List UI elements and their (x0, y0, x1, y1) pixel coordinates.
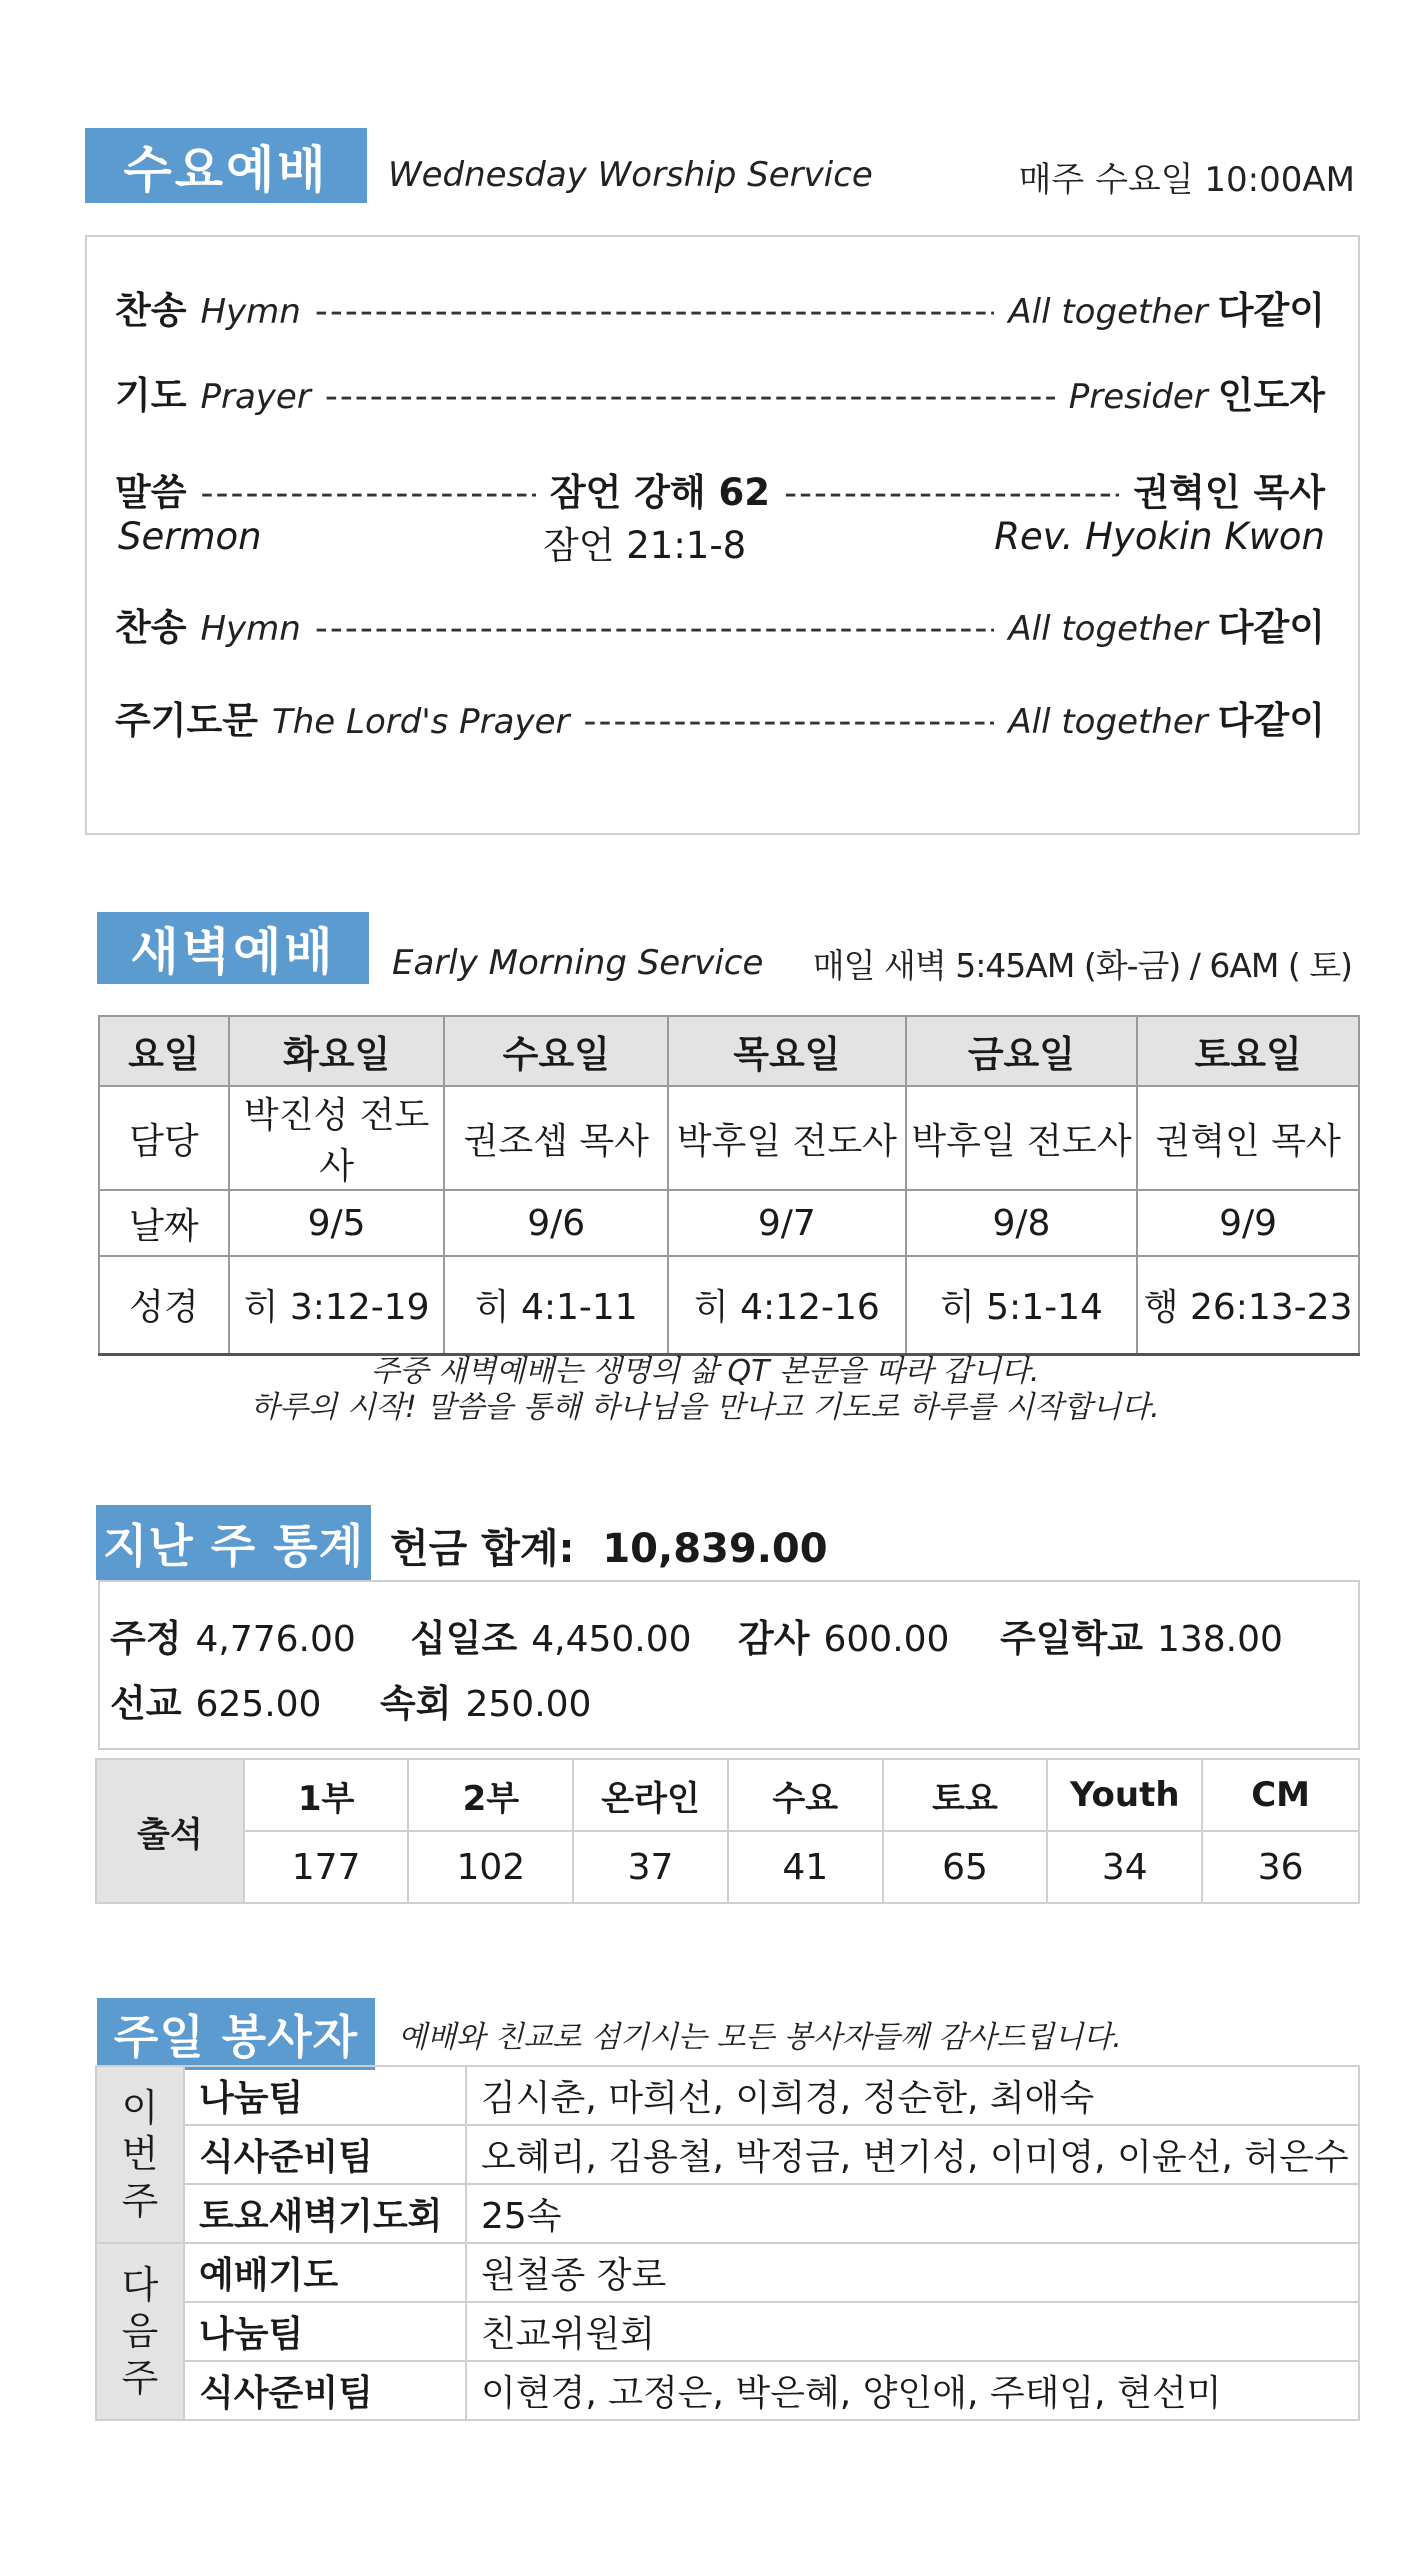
offering-item (738, 1608, 949, 1662)
offering-item (410, 1608, 692, 1662)
sermon-detail-row (118, 515, 1325, 567)
next-week-label: 다 음 주 (96, 2243, 184, 2420)
table-cell: 9/9 (1137, 1190, 1359, 1256)
dotted-leader (315, 608, 995, 649)
volunteer-names: 오혜리, 김용철, 박정금, 변기성, 이미영, 이윤선, 허은수 (466, 2125, 1359, 2184)
order-en: Hymn (200, 609, 301, 649)
attendance-header: 토요 (883, 1759, 1048, 1831)
offering-label: 선교 (110, 1682, 182, 1725)
sermon-kr: 말씀 (115, 471, 187, 514)
offering-value: 250.00 (465, 1684, 592, 1725)
volunteer-role: 토요새벽기도회 (184, 2184, 466, 2243)
volunteer-names: 원철종 장로 (466, 2243, 1359, 2302)
order-kr-right: 다같이 (1217, 606, 1325, 649)
offering-label: 주일학교 (1000, 1617, 1143, 1660)
offering-value: 4,776.00 (195, 1619, 356, 1660)
wednesday-subtitle: Wednesday Worship Service (388, 155, 873, 195)
attendance-header: 수요 (728, 1759, 883, 1831)
table-cell: 박진성 전도사 (229, 1086, 445, 1190)
sermon-preacher: 권혁인 목사 (1133, 471, 1325, 514)
table-header: 금요일 (906, 1016, 1138, 1086)
offering-label: 십일조 (410, 1617, 518, 1660)
volunteer-names: 친교위원회 (466, 2302, 1359, 2361)
order-kr-right: 다같이 (1217, 289, 1325, 332)
attendance-header-row (96, 1759, 1359, 1831)
sermon-en: Sermon (118, 515, 262, 558)
early-morning-subtitle: Early Morning Service (392, 943, 764, 983)
attendance-value-row (96, 1831, 1359, 1903)
table-cell: 히 4:1-11 (444, 1256, 668, 1354)
volunteer-role: 식사준비팀 (184, 2361, 466, 2420)
wednesday-section-title: 수요예배 (85, 128, 367, 203)
order-en: Hymn (200, 292, 301, 332)
order-en: Prayer (200, 377, 311, 417)
order-kr-right: 다같이 (1217, 699, 1325, 742)
table-row (99, 1190, 1359, 1256)
offering-value: 138.00 (1156, 1619, 1283, 1660)
attendance-value: 37 (573, 1831, 728, 1903)
volunteer-role: 식사준비팀 (184, 2125, 466, 2184)
table-cell: 권조셉 목사 (444, 1086, 668, 1190)
offering-label: 감사 (738, 1617, 810, 1660)
table-cell: 히 4:12-16 (668, 1256, 906, 1354)
table-row (99, 1256, 1359, 1354)
wednesday-schedule: 매주 수요일 10:00AM (1018, 160, 1355, 200)
order-row-hymn-2 (115, 597, 1325, 651)
attendance-value: 65 (883, 1831, 1048, 1903)
dotted-leader (315, 291, 995, 332)
row-label: 날짜 (99, 1190, 229, 1256)
table-cell: 히 3:12-19 (229, 1256, 445, 1354)
table-header: 토요일 (1137, 1016, 1359, 1086)
table-row (96, 2125, 1359, 2184)
order-kr: 찬송 (115, 606, 187, 649)
this-week-label: 이 번 주 (96, 2066, 184, 2243)
attendance-header: Youth (1047, 1759, 1202, 1831)
offering-total-label: 헌금 합계: (390, 1526, 575, 1572)
offering-total-value: 10,839.00 (602, 1526, 828, 1572)
attendance-header: CM (1202, 1759, 1359, 1831)
table-row (96, 2066, 1359, 2125)
attendance-value: 36 (1202, 1831, 1359, 1903)
order-en-right: All together (1008, 609, 1208, 649)
attendance-value: 41 (728, 1831, 883, 1903)
table-row (96, 2184, 1359, 2243)
table-cell: 9/8 (906, 1190, 1138, 1256)
attendance-header: 온라인 (573, 1759, 728, 1831)
volunteer-role: 나눔팀 (184, 2302, 466, 2361)
volunteer-names: 김시춘, 마희선, 이희경, 정순한, 최애숙 (466, 2066, 1359, 2125)
attendance-value: 177 (244, 1831, 409, 1903)
table-cell: 9/7 (668, 1190, 906, 1256)
order-kr: 기도 (115, 374, 187, 417)
table-header: 화요일 (229, 1016, 445, 1086)
offering-label: 속회 (380, 1682, 452, 1725)
offering-item (380, 1673, 591, 1727)
table-header: 요일 (99, 1016, 229, 1086)
table-cell: 박후일 전도사 (668, 1086, 906, 1190)
order-row-lords-prayer (115, 690, 1325, 744)
table-cell: 행 26:13-23 (1137, 1256, 1359, 1354)
offering-value: 600.00 (823, 1619, 950, 1660)
order-row-prayer (115, 365, 1325, 419)
offering-item (1000, 1608, 1283, 1662)
attendance-header: 2부 (408, 1759, 573, 1831)
order-en-right: All together (1008, 702, 1208, 742)
volunteer-names: 이현경, 고정은, 박은혜, 양인애, 주태임, 현선미 (466, 2361, 1359, 2420)
attendance-table (95, 1758, 1360, 1904)
offering-label: 주정 (110, 1617, 182, 1660)
table-row (96, 2243, 1359, 2302)
order-en: The Lord's Prayer (271, 702, 570, 742)
volunteers-table (95, 2065, 1360, 2421)
row-label: 담당 (99, 1086, 229, 1190)
table-cell: 히 5:1-14 (906, 1256, 1138, 1354)
early-morning-note-2: 하루의 시작! 말씀을 통해 하나님을 만나고 기도로 하루를 시작합니다. (250, 1390, 1160, 1425)
volunteer-role: 예배기도 (184, 2243, 466, 2302)
attendance-header: 1부 (244, 1759, 409, 1831)
table-cell: 9/5 (229, 1190, 445, 1256)
volunteers-section-title: 주일 봉사자 (97, 1998, 375, 2070)
dotted-leader (200, 473, 535, 514)
sermon-preacher-en: Rev. Hyokin Kwon (994, 515, 1325, 558)
table-cell: 9/6 (444, 1190, 668, 1256)
volunteers-subtitle: 예배와 친교로 섬기시는 모든 봉사자들께 감사드립니다. (398, 2020, 1122, 2055)
table-header: 수요일 (444, 1016, 668, 1086)
attendance-value: 102 (408, 1831, 573, 1903)
sermon-title: 잠언 강해 62 (549, 471, 771, 514)
order-kr: 주기도문 (115, 699, 258, 742)
volunteer-role: 나눔팀 (184, 2066, 466, 2125)
early-morning-note-1: 주중 새벽예배는 생명의 삶 QT 본문을 따라 갑니다. (370, 1354, 1040, 1389)
order-row-sermon (115, 462, 1325, 516)
early-morning-section-title: 새벽예배 (97, 912, 369, 984)
table-header: 목요일 (668, 1016, 906, 1086)
offering-item (110, 1673, 321, 1727)
table-cell: 권혁인 목사 (1137, 1086, 1359, 1190)
order-kr: 찬송 (115, 289, 187, 332)
dotted-leader (784, 473, 1119, 514)
order-en-right: Presider (1068, 377, 1208, 417)
table-row (96, 2361, 1359, 2420)
stats-section-title: 지난 주 통계 (96, 1505, 371, 1580)
table-cell: 박후일 전도사 (906, 1086, 1138, 1190)
dotted-leader (584, 701, 995, 742)
order-en-right: All together (1008, 292, 1208, 332)
table-row (96, 2302, 1359, 2361)
offering-item (110, 1608, 356, 1662)
attendance-label: 출석 (96, 1759, 244, 1903)
table-row (99, 1086, 1359, 1190)
offering-value: 4,450.00 (531, 1619, 692, 1660)
order-row-hymn-1 (115, 280, 1325, 334)
volunteer-names: 25속 (466, 2184, 1359, 2243)
order-kr-right: 인도자 (1217, 374, 1325, 417)
table-header-row (99, 1016, 1359, 1086)
sermon-passage: 잠언 21:1-8 (543, 524, 747, 567)
early-morning-schedule: 매일 새벽 5:45AM (화-금) / 6AM ( 토) (812, 946, 1352, 985)
offering-total (390, 1517, 828, 1574)
row-label: 성경 (99, 1256, 229, 1354)
early-morning-table (98, 1015, 1360, 1356)
offering-value: 625.00 (195, 1684, 322, 1725)
attendance-value: 34 (1047, 1831, 1202, 1903)
dotted-leader (325, 376, 1055, 417)
